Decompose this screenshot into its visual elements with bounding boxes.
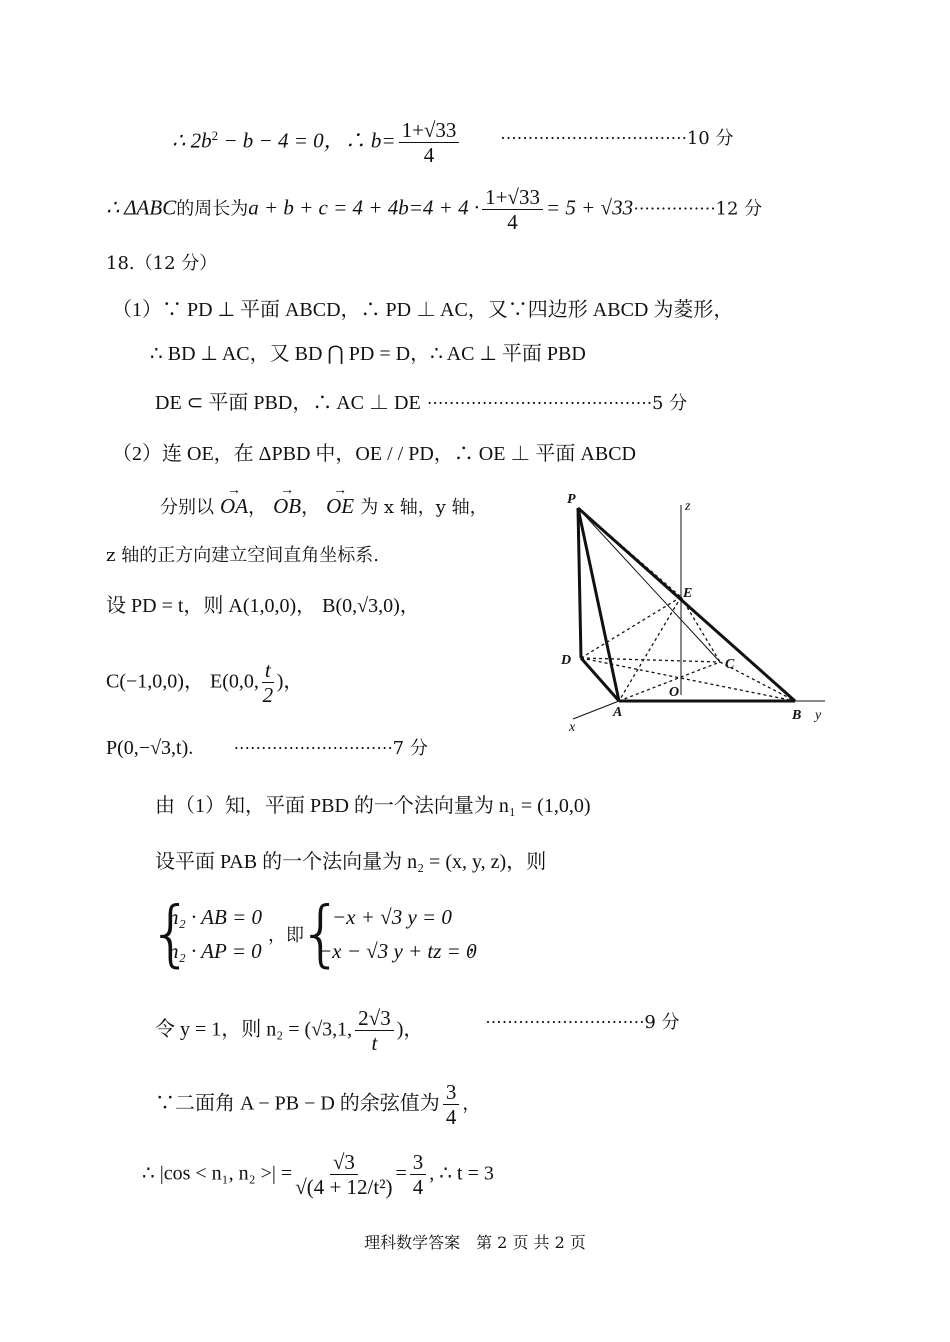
denominator: 4 [412, 1175, 424, 1199]
part-1-text-2: ∴ BD ⊥ AC，又 BD ⋂ PD = D，∴ AC ⊥ 平面 PBD [150, 343, 586, 365]
dihedral-text: ∵二面角 A − PB − D 的余弦值为 [155, 1092, 440, 1115]
denominator: t [371, 1031, 378, 1055]
normal-vector-2: 设平面 PAB 的一个法向量为 n₂ = (x, y, z)，则 [155, 851, 547, 873]
system-end: ， [468, 932, 489, 956]
part-2-line-7 [155, 792, 590, 820]
coord-a: 设 PD = t，则 A(1,0,0)， [106, 595, 317, 617]
part-2-line-2: 分别以 → OA， → OB， → OE 为 x 轴，y 轴， [160, 492, 488, 522]
part-2-line-4 [106, 592, 420, 620]
edge-pc-thin [578, 508, 720, 662]
result-fraction [410, 1150, 427, 1199]
vector-ob: → OB [273, 492, 301, 520]
page-footer: 理科数学答案 第 2 页 共 2 页 [364, 1233, 586, 1252]
line-2 [106, 185, 762, 234]
numerator: √3 [330, 1150, 358, 1175]
part-2-line-3: z 轴的正方向建立空间直角坐标系. [106, 545, 379, 566]
system-right-eq-1: −x + √3 y = 0 [332, 905, 452, 929]
n2-vector: 令 y = 1，则 n₂ = (√3,1, [155, 1018, 353, 1041]
part-2-line-10 [155, 1080, 480, 1129]
score-10 [500, 124, 733, 153]
coord-b: B(0,√3,0)， [322, 595, 420, 617]
leader-dots: ····························· [233, 738, 393, 758]
part-2-line-8 [155, 848, 546, 876]
dihedral-fraction [443, 1080, 460, 1129]
label-c: C [725, 657, 735, 672]
part-1-line-2 [150, 340, 586, 368]
label-d: D [561, 653, 572, 668]
question-18-heading: 18.（12 分） [106, 253, 218, 274]
part-1-text-1: （1）∵ PD ⊥ 平面 ABCD，∴ PD ⊥ AC，又∵四边形 ABCD 为菱形， [112, 299, 734, 321]
left-brace-2: { [298, 891, 344, 975]
eq-1-denominator: 4 [423, 143, 435, 167]
eq-1-start: ∴ 2b [172, 128, 212, 153]
denominator: 2 [262, 683, 274, 707]
n2-end: )， [396, 1018, 424, 1041]
eq-2-text: 的周长为 [176, 198, 249, 220]
label-y: y [815, 708, 822, 723]
system-right-eq-2: −x − √3 y + tz = 0 [318, 939, 477, 963]
eq-2-mid: a + b + c = 4 + 4b=4 + 4 · [248, 195, 480, 220]
part-1-line-3 [155, 389, 687, 418]
text: 为 x 轴，y 轴， [360, 497, 488, 518]
score-9 [485, 1008, 680, 1037]
coord-e: E(0,0, [210, 670, 259, 693]
edge-de [581, 597, 681, 658]
part-2-line-5 [106, 658, 303, 707]
label-x: x [569, 720, 576, 735]
leader-dots: ··············· [633, 198, 716, 219]
vector-oe: → OE [326, 492, 354, 520]
vector-oa: → OA [220, 492, 248, 520]
score-label: 9 分 [644, 1012, 680, 1033]
part-2-line-11 [142, 1150, 494, 1199]
coord-e-fraction [262, 658, 274, 707]
edge-pa [578, 508, 619, 701]
denominator: 4 [445, 1105, 457, 1129]
t-result: , ∴ t = 3 [429, 1162, 494, 1185]
eq-1-fraction [399, 118, 460, 167]
score-label: 7 分 [392, 738, 428, 759]
system-left-eq-2: n₂ · AP = 0 [168, 939, 262, 963]
numerator: t [262, 658, 274, 683]
label-p: P [567, 492, 576, 507]
text: 分别以 [160, 497, 214, 518]
n2-fraction [355, 1006, 394, 1055]
system-right [318, 900, 477, 968]
edge-pd [578, 508, 581, 658]
system-left [168, 900, 262, 968]
coord-c: C(−1,0,0)， [106, 670, 204, 693]
edge-dc [581, 658, 720, 662]
score-label: 12 分 [715, 198, 763, 220]
part-1-line-1 [112, 296, 733, 324]
left-brace-1: { [148, 891, 194, 975]
numerator: 2√3 [355, 1006, 394, 1031]
eq-1-mid: − b − 4 = 0，∴ b= [218, 128, 396, 153]
system-left-eq-1: n₂ · AB = 0 [168, 905, 262, 929]
coord-e-end: )， [276, 670, 304, 693]
score-label: 5 分 [651, 393, 688, 414]
cos-expression: ∴ |cos < n₁, n₂ >| = [142, 1162, 293, 1185]
eq-2-end: = 5 + √33 [545, 195, 634, 220]
denominator: √(4 + 12/t²) [295, 1175, 393, 1199]
part-2-line-9 [155, 1006, 423, 1055]
label-e: E [683, 586, 693, 601]
eq-2-denominator: 4 [507, 210, 518, 234]
pyramid-figure [555, 485, 845, 735]
leader-dots: ····························· [485, 1012, 645, 1032]
part-2-text-1: （2）连 OE，在 ΔPBD 中，OE / / PD，∴ OE ⊥ 平面 ABCD [112, 443, 636, 465]
normal-vector-1: 由（1）知，平面 PBD 的一个法向量为 n₁ = (1,0,0) [155, 795, 591, 817]
line-1 [172, 118, 462, 167]
eq-1-numerator: 1+√33 [399, 118, 460, 143]
leader-dots: ········································· [426, 393, 652, 413]
part-2-line-1 [112, 440, 636, 468]
label-b: B [792, 708, 802, 723]
eq-2-start: ∴ ΔABC [106, 195, 177, 220]
numerator: 3 [443, 1080, 460, 1105]
eq-1-sup: 2 [211, 128, 219, 144]
eq-2-numerator: 1+√33 [482, 185, 543, 210]
label-o: O [669, 685, 680, 700]
part-2-line-6 [106, 734, 428, 763]
part-1-text-3: DE ⊂ 平面 PBD，∴ AC ⊥ DE [155, 392, 421, 414]
leader-dots: ·································· [500, 128, 687, 148]
coord-p: P(0,−√3,t). [106, 737, 194, 759]
comma: ， [462, 1093, 481, 1115]
cos-fraction [295, 1150, 392, 1199]
numerator: 3 [410, 1150, 427, 1175]
score-label: 10 分 [686, 128, 734, 149]
system-connector: ，即 [268, 925, 304, 946]
equals: = [395, 1162, 407, 1185]
label-a: A [613, 705, 623, 720]
eq-2-fraction [482, 185, 543, 234]
label-z: z [685, 499, 691, 514]
